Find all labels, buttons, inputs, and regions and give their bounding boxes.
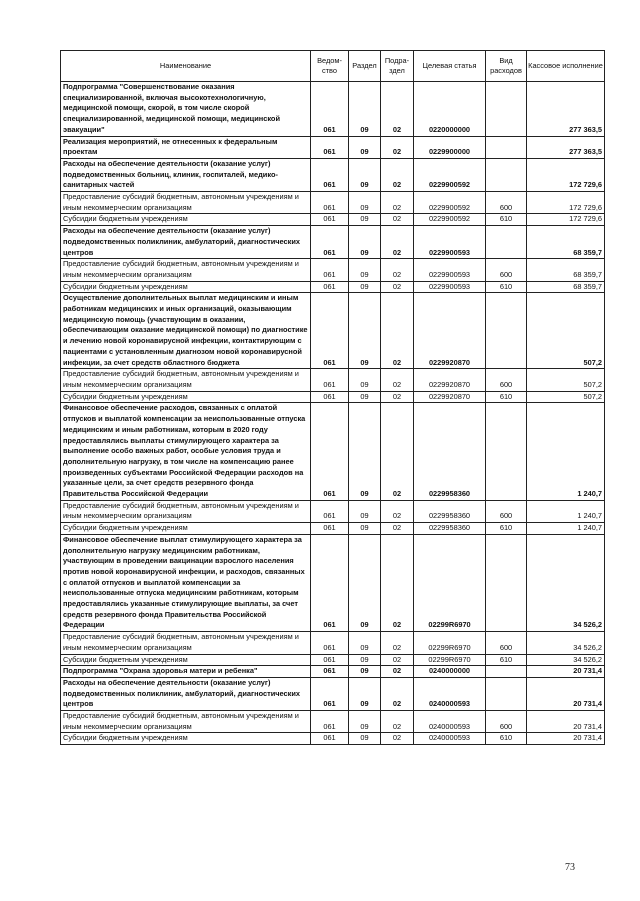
table-row xyxy=(61,500,605,522)
row-target: 02299R6970 xyxy=(414,534,486,631)
row-subsection: 02 xyxy=(381,711,414,733)
row-value: 507,2 xyxy=(527,369,605,391)
row-dept: 061 xyxy=(311,654,349,666)
row-dept: 061 xyxy=(311,259,349,281)
row-name: Субсидии бюджетным учреждениям xyxy=(61,281,311,293)
budget-table-page xyxy=(60,50,604,745)
table-row xyxy=(61,632,605,654)
row-name: Субсидии бюджетным учреждениям xyxy=(61,523,311,535)
table-row xyxy=(61,369,605,391)
table-row xyxy=(61,403,605,500)
row-target: 0229900593 xyxy=(414,281,486,293)
row-value: 172 729,6 xyxy=(527,214,605,226)
row-exptype xyxy=(486,226,527,259)
row-value: 172 729,6 xyxy=(527,192,605,214)
row-subsection: 02 xyxy=(381,654,414,666)
page-number: 73 xyxy=(565,862,575,873)
row-section: 09 xyxy=(349,632,381,654)
row-value: 1 240,7 xyxy=(527,523,605,535)
row-exptype xyxy=(486,677,527,710)
row-target: 0229958360 xyxy=(414,523,486,535)
row-subsection: 02 xyxy=(381,403,414,500)
row-subsection: 02 xyxy=(381,523,414,535)
row-dept: 061 xyxy=(311,523,349,535)
row-exptype: 610 xyxy=(486,281,527,293)
row-target: 0229900592 xyxy=(414,214,486,226)
row-value: 34 526,2 xyxy=(527,534,605,631)
table-row xyxy=(61,259,605,281)
row-section: 09 xyxy=(349,666,381,678)
row-subsection: 02 xyxy=(381,82,414,137)
row-target: 0240000000 xyxy=(414,666,486,678)
row-exptype xyxy=(486,666,527,678)
header-subsection: Подра-здел xyxy=(381,51,414,82)
row-name: Финансовое обеспечение расходов, связанных с оплатой отпусков и выплатой компенсации за неиспользованные отпуска медицинским и иным работникам, которым в 2020 году предоставлялись выплаты стимулирующего характера за выполнение особо важных работ, особые условия труда и дополнительную нагрузку, в том числе на компенсацию ранее произведенных субъектами Российской Федерации расходов на указанные цели, за счет средств резервного фонда Правительства Российской Федерации xyxy=(61,403,311,500)
row-target: 0229900593 xyxy=(414,259,486,281)
row-value: 507,2 xyxy=(527,391,605,403)
row-subsection: 02 xyxy=(381,214,414,226)
row-section: 09 xyxy=(349,654,381,666)
row-value: 68 359,7 xyxy=(527,226,605,259)
row-dept: 061 xyxy=(311,369,349,391)
table-row xyxy=(61,654,605,666)
row-target: 0229920870 xyxy=(414,369,486,391)
row-exptype xyxy=(486,82,527,137)
row-exptype: 610 xyxy=(486,733,527,745)
row-exptype xyxy=(486,158,527,191)
table-row xyxy=(61,523,605,535)
table-row xyxy=(61,733,605,745)
table-row xyxy=(61,534,605,631)
row-target: 0240000593 xyxy=(414,677,486,710)
row-section: 09 xyxy=(349,391,381,403)
row-subsection: 02 xyxy=(381,534,414,631)
table-row xyxy=(61,192,605,214)
row-dept: 061 xyxy=(311,281,349,293)
row-subsection: 02 xyxy=(381,192,414,214)
row-dept: 061 xyxy=(311,293,349,369)
row-target: 0229900000 xyxy=(414,136,486,158)
row-name: Предоставление субсидий бюджетным, автономным учреждениям и иным некоммерческим организациям xyxy=(61,369,311,391)
row-exptype: 610 xyxy=(486,214,527,226)
row-name: Субсидии бюджетным учреждениям xyxy=(61,733,311,745)
row-section: 09 xyxy=(349,226,381,259)
row-section: 09 xyxy=(349,259,381,281)
header-section: Раздел xyxy=(349,51,381,82)
row-target: 0229958360 xyxy=(414,500,486,522)
row-value: 277 363,5 xyxy=(527,82,605,137)
budget-table xyxy=(60,50,605,745)
row-name: Субсидии бюджетным учреждениям xyxy=(61,391,311,403)
table-row xyxy=(61,136,605,158)
row-target: 0229920870 xyxy=(414,391,486,403)
row-value: 277 363,5 xyxy=(527,136,605,158)
row-subsection: 02 xyxy=(381,226,414,259)
row-subsection: 02 xyxy=(381,158,414,191)
table-row xyxy=(61,677,605,710)
row-name: Подпрограмма "Совершенствование оказания специализированной, включая высокотехнологичную, медицинской помощи, скорой, в том числе скорой специализированной, медицинской помощи, медицинской эвакуации" xyxy=(61,82,311,137)
row-value: 172 729,6 xyxy=(527,158,605,191)
header-target: Целевая статья xyxy=(414,51,486,82)
row-dept: 061 xyxy=(311,632,349,654)
row-section: 09 xyxy=(349,369,381,391)
row-dept: 061 xyxy=(311,733,349,745)
row-section: 09 xyxy=(349,534,381,631)
row-dept: 061 xyxy=(311,500,349,522)
row-section: 09 xyxy=(349,523,381,535)
row-section: 09 xyxy=(349,158,381,191)
row-section: 09 xyxy=(349,136,381,158)
row-subsection: 02 xyxy=(381,632,414,654)
row-target: 0240000593 xyxy=(414,733,486,745)
header-name: Наименование xyxy=(61,51,311,82)
row-dept: 061 xyxy=(311,677,349,710)
row-dept: 061 xyxy=(311,158,349,191)
row-target: 02299R6970 xyxy=(414,632,486,654)
row-dept: 061 xyxy=(311,192,349,214)
table-body xyxy=(61,82,605,745)
row-subsection: 02 xyxy=(381,293,414,369)
row-value: 507,2 xyxy=(527,293,605,369)
row-dept: 061 xyxy=(311,403,349,500)
row-dept: 061 xyxy=(311,666,349,678)
row-exptype: 610 xyxy=(486,523,527,535)
row-name: Расходы на обеспечение деятельности (оказание услуг) подведомственных поликлиник, амбулаторий, диагностических центров xyxy=(61,677,311,710)
row-target: 0229900592 xyxy=(414,158,486,191)
row-subsection: 02 xyxy=(381,369,414,391)
table-row xyxy=(61,281,605,293)
table-row xyxy=(61,214,605,226)
table-row xyxy=(61,666,605,678)
row-subsection: 02 xyxy=(381,259,414,281)
row-exptype: 600 xyxy=(486,259,527,281)
row-name: Предоставление субсидий бюджетным, автономным учреждениям и иным некоммерческим организациям xyxy=(61,500,311,522)
header-dept: Ведом-ство xyxy=(311,51,349,82)
row-name: Осуществление дополнительных выплат медицинским и иным работникам медицинских и иных организаций, оказывающим медицинскую помощь (участвующим в оказании, обеспечивающим оказание медицинской помощи) по диагностике и лечению новой коронавирусной инфекции, контактирующим с пациентами с установленным диагнозом новой коронавирусной инфекции, за счет средств областного бюджета xyxy=(61,293,311,369)
row-dept: 061 xyxy=(311,391,349,403)
header-exptype: Вид расходов xyxy=(486,51,527,82)
row-subsection: 02 xyxy=(381,677,414,710)
row-name: Субсидии бюджетным учреждениям xyxy=(61,654,311,666)
table-header xyxy=(61,51,605,82)
row-section: 09 xyxy=(349,711,381,733)
row-value: 68 359,7 xyxy=(527,281,605,293)
row-value: 20 731,4 xyxy=(527,677,605,710)
row-section: 09 xyxy=(349,733,381,745)
row-name: Финансовое обеспечение выплат стимулирующего характера за дополнительную нагрузку медицинским работникам, участвующим в проведении вакцинации взрослого населения против новой коронавирусной инфекции, и расходов, связанных с оплатой отпусков и выплатой компенсации за неиспользованные отпуска медицинским работникам, которым предоставлялись указанные стимулирующие выплаты, за счет средств резервного фонда Правительства Российской Федерации xyxy=(61,534,311,631)
row-target: 0220000000 xyxy=(414,82,486,137)
row-target: 0229958360 xyxy=(414,403,486,500)
row-exptype: 600 xyxy=(486,500,527,522)
table-row xyxy=(61,711,605,733)
row-value: 20 731,4 xyxy=(527,666,605,678)
row-section: 09 xyxy=(349,192,381,214)
row-name: Расходы на обеспечение деятельности (оказание услуг) подведомственных поликлиник, амбулаторий, диагностических центров xyxy=(61,226,311,259)
row-dept: 061 xyxy=(311,136,349,158)
row-subsection: 02 xyxy=(381,391,414,403)
row-dept: 061 xyxy=(311,226,349,259)
row-name: Расходы на обеспечение деятельности (оказание услуг) подведомственных больниц, клиник, госпиталей, медико-санитарных частей xyxy=(61,158,311,191)
row-dept: 061 xyxy=(311,214,349,226)
row-value: 1 240,7 xyxy=(527,500,605,522)
row-exptype xyxy=(486,293,527,369)
row-name: Предоставление субсидий бюджетным, автономным учреждениям и иным некоммерческим организациям xyxy=(61,259,311,281)
row-exptype: 600 xyxy=(486,192,527,214)
row-name: Подпрограмма "Охрана здоровья матери и ребенка" xyxy=(61,666,311,678)
row-dept: 061 xyxy=(311,711,349,733)
header-exec: Кассовое исполнение xyxy=(527,51,605,82)
row-target: 0229900592 xyxy=(414,192,486,214)
row-section: 09 xyxy=(349,82,381,137)
table-row xyxy=(61,82,605,137)
row-target: 0229900593 xyxy=(414,226,486,259)
row-section: 09 xyxy=(349,677,381,710)
row-name: Предоставление субсидий бюджетным, автономным учреждениям и иным некоммерческим организациям xyxy=(61,192,311,214)
row-exptype: 610 xyxy=(486,654,527,666)
row-subsection: 02 xyxy=(381,281,414,293)
row-dept: 061 xyxy=(311,534,349,631)
row-name: Реализация мероприятий, не отнесенных к федеральным проектам xyxy=(61,136,311,158)
row-exptype: 600 xyxy=(486,632,527,654)
row-subsection: 02 xyxy=(381,733,414,745)
row-section: 09 xyxy=(349,403,381,500)
row-exptype xyxy=(486,534,527,631)
row-target: 02299R6970 xyxy=(414,654,486,666)
row-value: 1 240,7 xyxy=(527,403,605,500)
row-target: 0229920870 xyxy=(414,293,486,369)
row-name: Предоставление субсидий бюджетным, автономным учреждениям и иным некоммерческим организациям xyxy=(61,632,311,654)
row-exptype: 600 xyxy=(486,711,527,733)
table-row xyxy=(61,158,605,191)
row-exptype: 600 xyxy=(486,369,527,391)
row-subsection: 02 xyxy=(381,136,414,158)
row-subsection: 02 xyxy=(381,500,414,522)
row-subsection: 02 xyxy=(381,666,414,678)
row-value: 34 526,2 xyxy=(527,632,605,654)
row-value: 34 526,2 xyxy=(527,654,605,666)
row-exptype xyxy=(486,136,527,158)
row-exptype xyxy=(486,403,527,500)
row-name: Субсидии бюджетным учреждениям xyxy=(61,214,311,226)
table-row xyxy=(61,293,605,369)
row-section: 09 xyxy=(349,500,381,522)
row-value: 20 731,4 xyxy=(527,733,605,745)
row-dept: 061 xyxy=(311,82,349,137)
row-value: 20 731,4 xyxy=(527,711,605,733)
row-exptype: 610 xyxy=(486,391,527,403)
table-row xyxy=(61,226,605,259)
row-target: 0240000593 xyxy=(414,711,486,733)
row-section: 09 xyxy=(349,281,381,293)
row-value: 68 359,7 xyxy=(527,259,605,281)
row-section: 09 xyxy=(349,214,381,226)
table-row xyxy=(61,391,605,403)
row-name: Предоставление субсидий бюджетным, автономным учреждениям и иным некоммерческим организациям xyxy=(61,711,311,733)
row-section: 09 xyxy=(349,293,381,369)
